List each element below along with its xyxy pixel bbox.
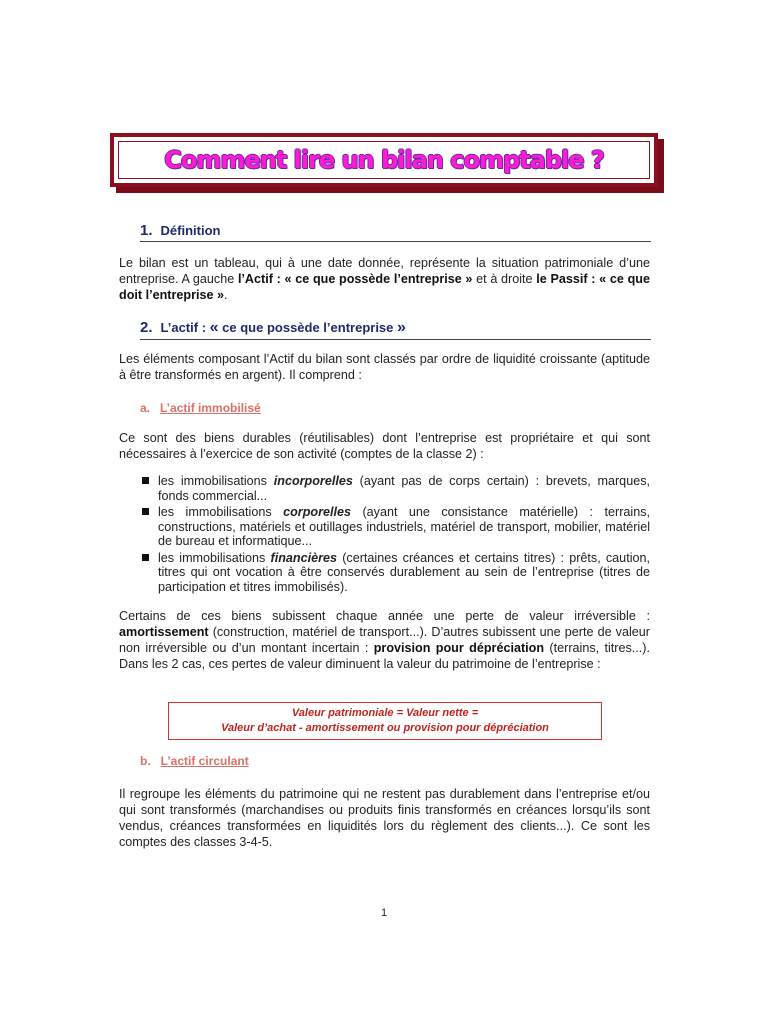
bullet-emphasis: incorporelles <box>273 474 353 488</box>
definition-end: . <box>223 288 228 302</box>
bullet-emphasis: corporelles <box>283 505 351 519</box>
bullet-text: (certaines créances et certains titres) : prêts, caution, titres qui ont vocation à être conservés durablement au sein de l’entreprise (titres de participation et titres immobilisés). <box>158 550 650 594</box>
amort-text: Certains de ces biens subissent chaque année une perte de valeur irréversible : <box>119 609 650 623</box>
quote-open: « <box>209 319 219 336</box>
list-item <box>140 505 650 549</box>
bullet-text: les immobilisations <box>158 505 284 519</box>
section-1-number: 1. <box>140 222 153 239</box>
list-item <box>140 474 650 503</box>
title-frame <box>110 133 658 187</box>
section-1-heading <box>140 222 651 242</box>
title-inner-frame <box>118 141 650 179</box>
bullet-text: (ayant pas de corps certain) : brevets, marques, fonds commercial... <box>158 474 650 503</box>
provision-term: provision pour dépréciation <box>373 641 545 655</box>
immobilisations-list <box>140 474 650 594</box>
page-number: 1 <box>380 907 388 919</box>
square-bullet-icon <box>142 554 149 561</box>
quote-close: » <box>397 319 406 336</box>
amortissement-paragraph <box>119 608 650 672</box>
bullet-emphasis: financières <box>270 550 338 565</box>
actif-intro-paragraph: Les éléments composant l’Actif du bilan sont classés par ordre de liquidité croissante (aptitude à être transformés en argent). Il comprend : <box>119 352 650 382</box>
actif-circulant-paragraph: Il regroupe les éléments du patrimoine qui ne restent pas durablement dans l’entreprise et/ou qui sont transformés (marchandises ou produits finis transformés en créances lorsqu’ils sont vendus, créances transformées en liquidités lors du règlement des clients...). Ce sont les comptes des classes 3-4-5. <box>119 787 650 849</box>
section-2-heading <box>140 319 651 340</box>
passif-definition: le Passif : « ce que doit l’entreprise » <box>119 272 650 302</box>
formula-line-1: Valeur patrimoniale = Valeur nette = <box>291 707 479 719</box>
section-1-title: Définition <box>160 223 221 238</box>
section-a-title: L’actif immobilisé <box>160 401 261 415</box>
section-b-heading <box>140 754 249 768</box>
section-2-title-mid: ce que possède l’entreprise <box>218 320 398 335</box>
bullet-text: les immobilisations <box>158 474 274 488</box>
actif-definition: l’Actif : « ce que possède l’entreprise » <box>237 272 473 286</box>
formula-box <box>168 702 602 740</box>
formula-line-2: Valeur d’achat - amortissement ou provision pour dépréciation <box>221 722 549 734</box>
section-2-number: 2. <box>140 319 153 336</box>
section-a-label: a. <box>140 401 151 415</box>
list-item <box>140 551 650 595</box>
bullet-text: les immobilisations <box>158 550 271 565</box>
amort-text: (construction, matériel de transport...). D’autres subissent une perte de valeur non irréversible ou d’un montant incertain : <box>119 625 650 655</box>
amort-text: (terrains, titres...). Dans les 2 cas, ces pertes de valeur diminuent la valeur du patrimoine de l’entreprise : <box>119 641 650 671</box>
amortissement-term: amortissement <box>119 625 209 639</box>
section-a-heading <box>140 401 261 415</box>
section-b-label: b. <box>140 754 151 768</box>
bullet-text: (ayant une consistance matérielle) : terrains, constructions, matériels et outillages industriels, matériel de transport, mobilier, matériel de bureau et informatique... <box>158 505 650 548</box>
square-bullet-icon <box>142 477 149 484</box>
actif-immobilise-intro: Ce sont des biens durables (réutilisables) dont l’entreprise est propriétaire et qui sont nécessaires à l’exercice de son activité (comptes de la classe 2) : <box>119 431 650 461</box>
definition-paragraph <box>119 255 650 303</box>
section-b-title: L’actif circulant <box>160 754 249 768</box>
definition-text: Le bilan est un tableau, qui à une date donnée, représente la situation patrimoniale d’une entreprise. A gauche <box>119 256 650 286</box>
page-title: Comment lire un bilan comptable ? <box>164 146 604 174</box>
definition-connector: et à droite <box>472 272 537 286</box>
square-bullet-icon <box>142 508 149 515</box>
section-2-title-start: L’actif : <box>160 320 210 335</box>
